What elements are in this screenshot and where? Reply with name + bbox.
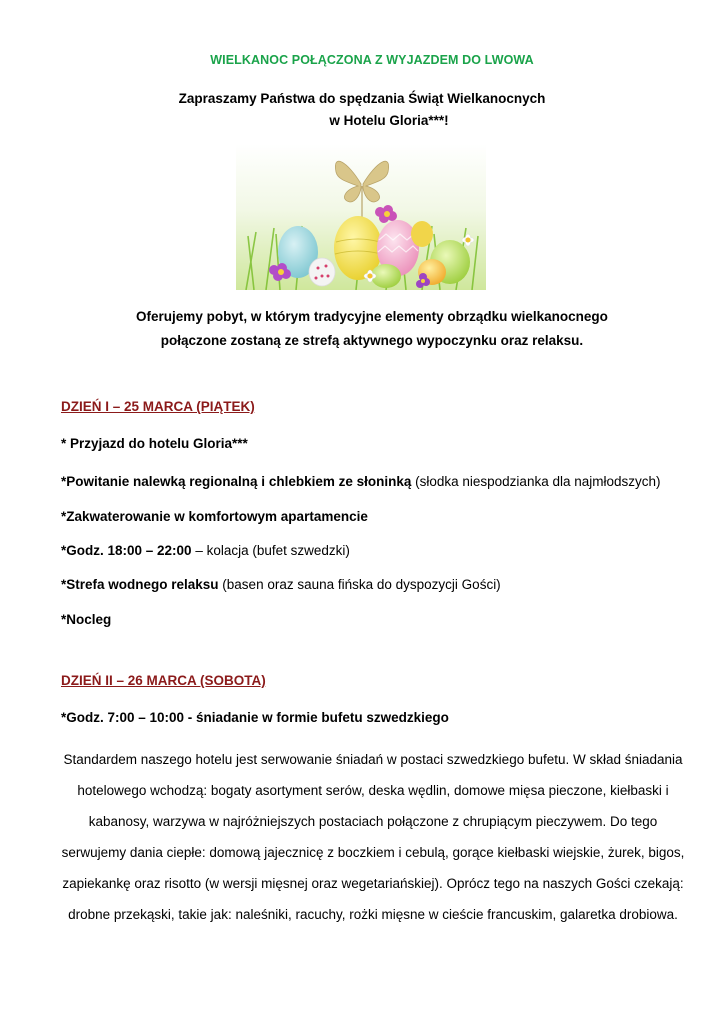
easter-eggs-illustration xyxy=(236,144,486,290)
item-text: (basen oraz sauna fińska do dyspozycji Gości) xyxy=(218,577,501,592)
offer-text xyxy=(0,305,724,353)
day1-item xyxy=(61,543,350,558)
offer-line-2: połączone zostaną ze strefą aktywnego wypoczynku oraz relaksu. xyxy=(160,333,584,348)
item-bold-text: *Powitanie nalewką regionalną i chlebkiem ze słoninką xyxy=(61,474,412,489)
intro-line-2: w Hotelu Gloria***! xyxy=(329,113,449,128)
day1-item xyxy=(61,509,368,524)
item-bold-text: *Zakwaterowanie w komfortowym apartamencie xyxy=(61,509,368,524)
item-bold-text: *Godz. 7:00 – 10:00 - śniadanie w formie bufetu szwedzkiego xyxy=(61,710,449,725)
day1-item xyxy=(61,577,501,592)
day2-item xyxy=(61,710,449,725)
page-title: WIELKANOC POŁĄCZONA Z WYJAZDEM DO LWOWA xyxy=(210,53,534,67)
intro-text xyxy=(0,88,724,132)
item-text: – kolacja (bufet szwedzki) xyxy=(191,543,350,558)
day1-item xyxy=(61,474,661,489)
day1-heading: DZIEŃ I – 25 MARCA (PIĄTEK) xyxy=(61,399,255,414)
intro-line-1: Zapraszamy Państwa do spędzania Świąt Wielkanocnych xyxy=(178,91,546,106)
item-bold-text: *Strefa wodnego relaksu xyxy=(61,577,219,592)
day1-item xyxy=(61,612,111,627)
day2-heading: DZIEŃ II – 26 MARCA (SOBOTA) xyxy=(61,673,266,688)
item-bold-text: *Nocleg xyxy=(61,612,112,627)
breakfast-description: Standardem naszego hotelu jest serwowanie śniadań w postaci szwedzkiego bufetu. W skład śniadania hotelowego wchodzą: bogaty asortyment serów, deska wędlin, domowe mięsa pieczone, kiełbaski i kabanosy, warzywa w najróżniejszych postaciach połączone z chrupiącym pieczywem. Do tego serwujemy dania ciepłe: domową jajecznicę z boczkiem i cebulą, gorące kiełbaski wiejskie, żurek, bigos, zapiekankę oraz risotto (w wersji mięsnej oraz wegetariańskiej). Oprócz tego na naszych Gości czekają: drobne przekąski, takie jak: naleśniki, racuchy, rożki mięsne w cieście francuskim, galaretka drobiowa. xyxy=(61,752,685,922)
item-bold-text: *Godz. 18:00 – 22:00 xyxy=(61,543,192,558)
item-bold-text: * Przyjazd do hotelu Gloria*** xyxy=(61,436,248,451)
item-text: (słodka niespodzianka dla najmłodszych) xyxy=(411,474,661,489)
offer-line-1: Oferujemy pobyt, w którym tradycyjne elementy obrządku wielkanocnego xyxy=(136,309,608,324)
day1-item xyxy=(61,436,248,451)
